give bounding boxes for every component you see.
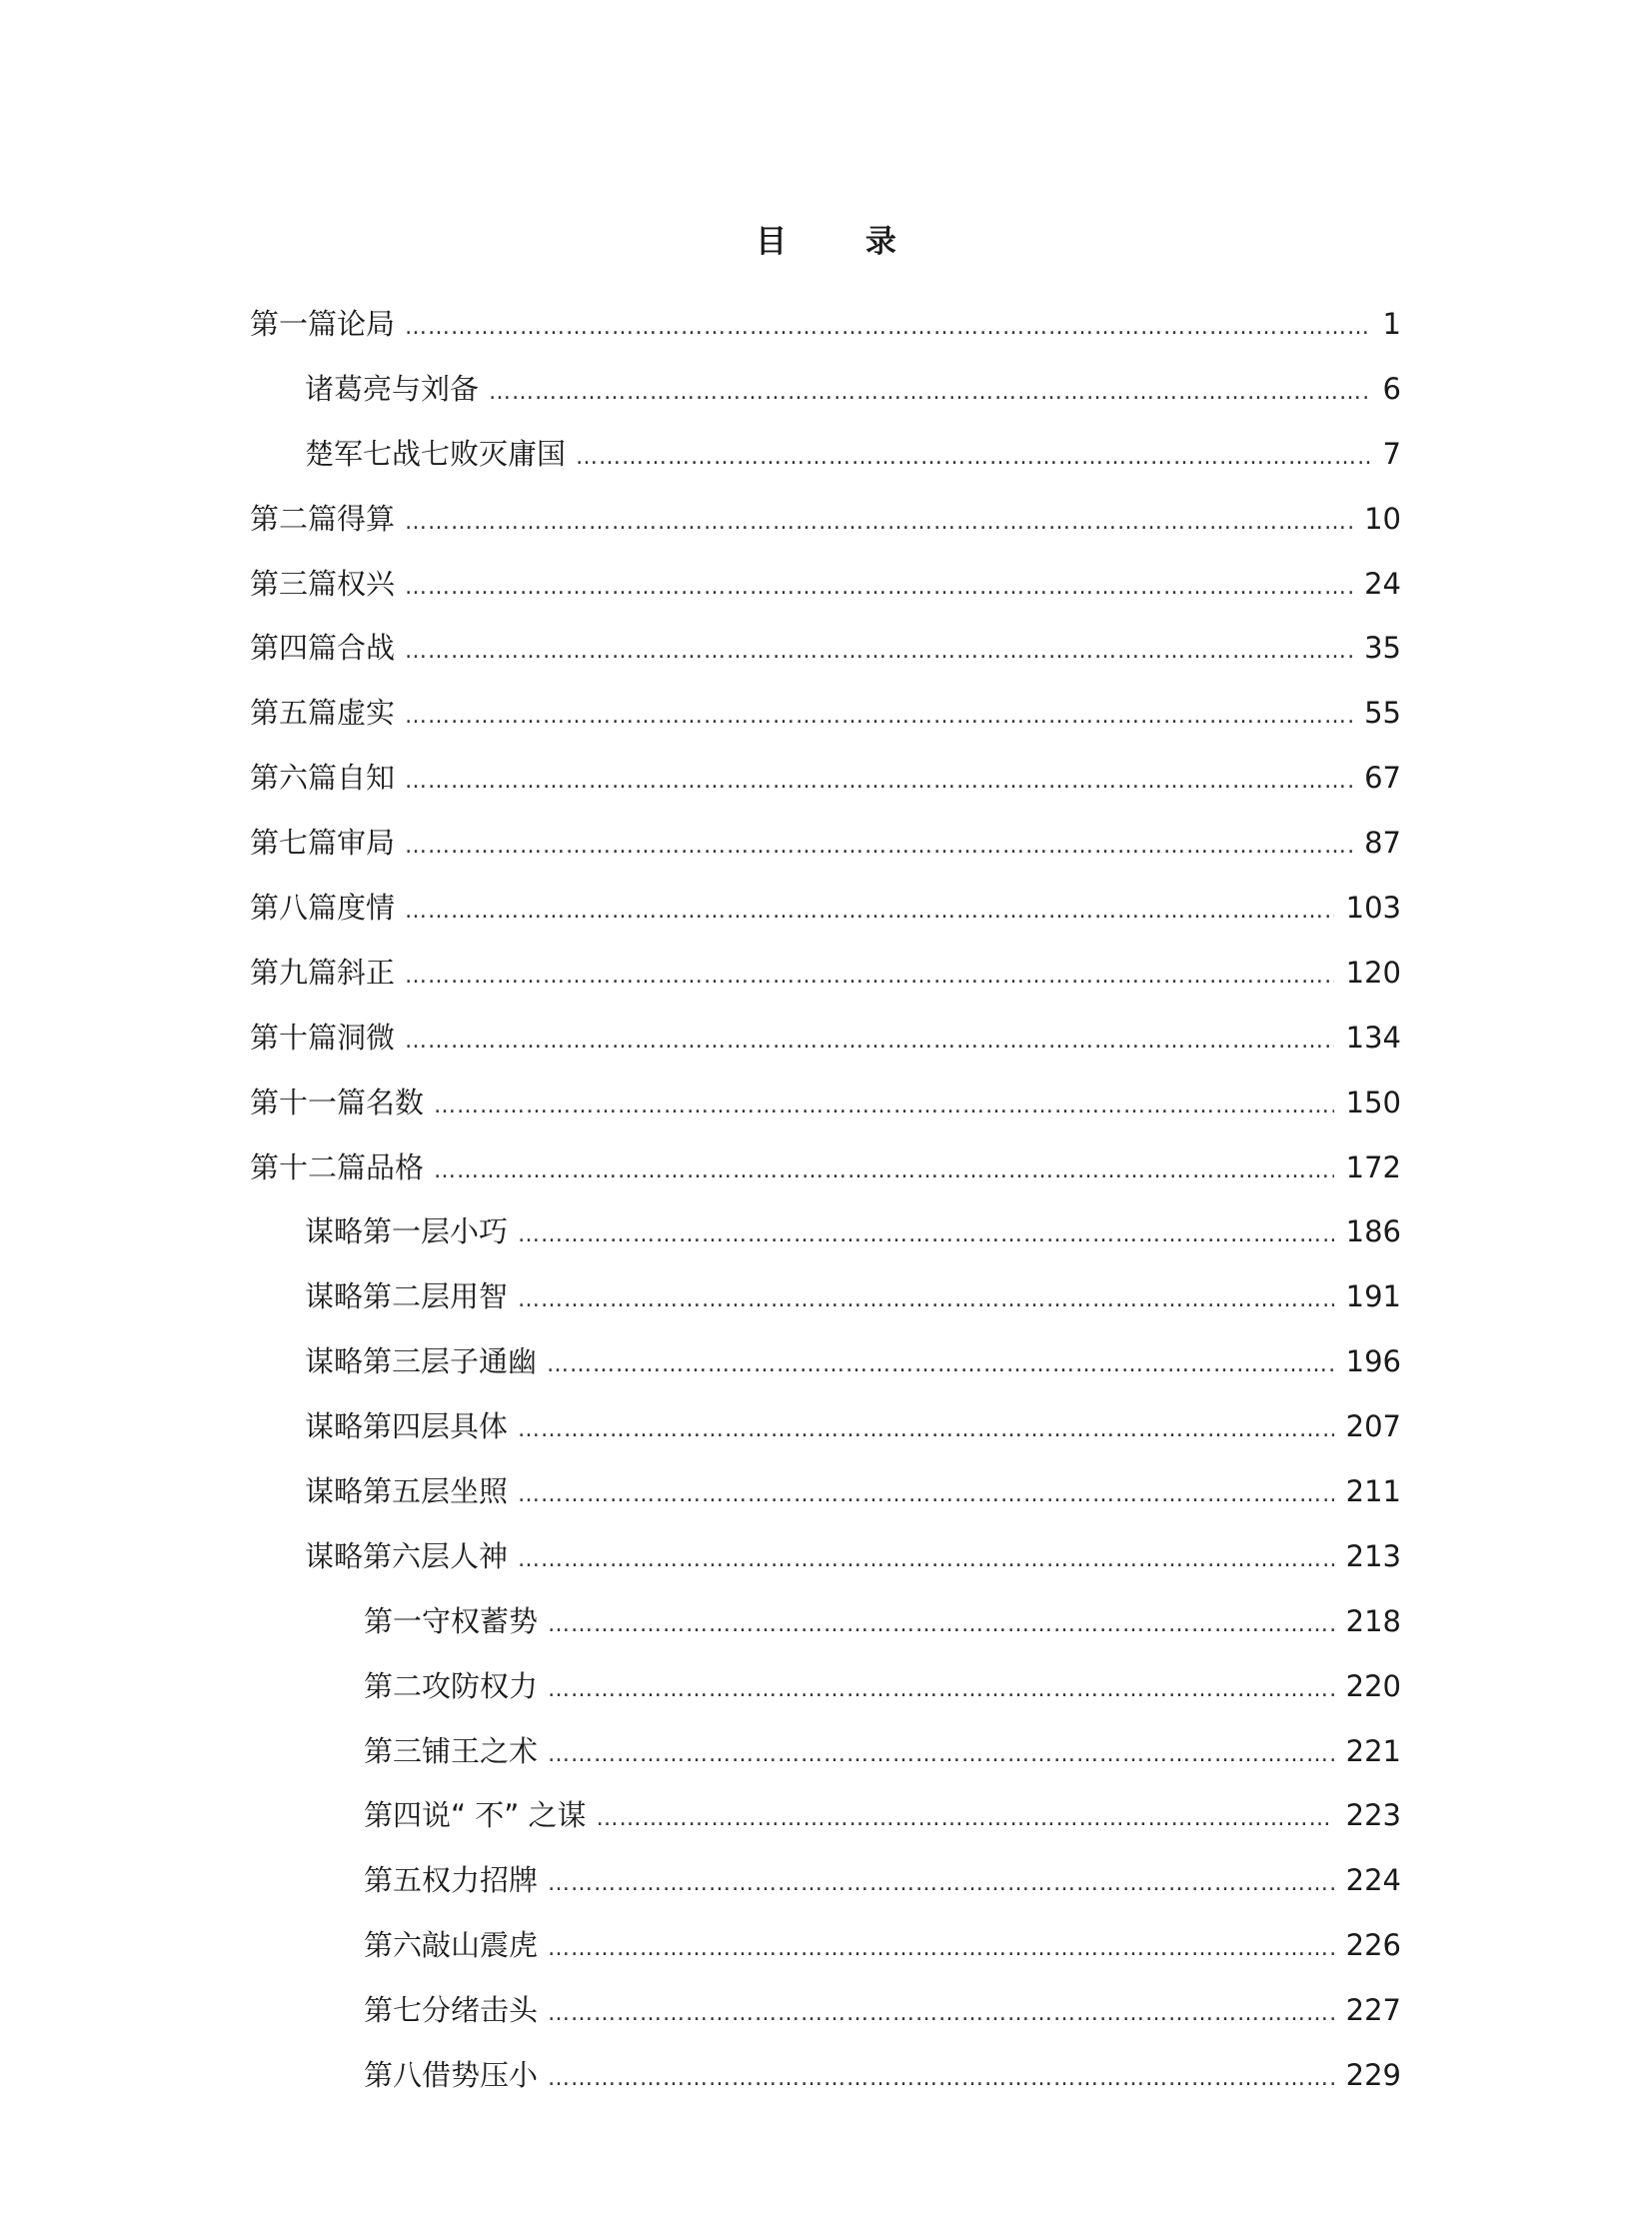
toc-entry[interactable] [0, 1141, 1652, 1206]
toc-entry-title: 谋略第五层坐照 [305, 1474, 509, 1509]
toc-entry[interactable] [0, 1854, 1652, 1919]
toc-entry-page-number: 220 [1345, 1668, 1401, 1703]
toc-entry-title: 第四说“ 不” 之谋 [364, 1798, 587, 1833]
toc-entry-title: 第三铺王之术 [364, 1733, 539, 1768]
toc-entry[interactable] [0, 1012, 1652, 1077]
dot-leader [548, 2059, 1334, 2099]
toc-entry[interactable] [0, 752, 1652, 817]
toc-entry[interactable] [0, 1335, 1652, 1400]
toc-entry-page-number: 186 [1345, 1214, 1401, 1249]
dot-leader [405, 568, 1352, 608]
toc-entry-title: 第一守权蓄势 [364, 1603, 539, 1638]
toc-entry[interactable] [0, 1465, 1652, 1530]
toc-entry[interactable] [0, 558, 1652, 623]
dot-leader [489, 373, 1371, 413]
toc-entry-title: 第七分绪击头 [364, 1993, 539, 2028]
toc-entry-page-number: 226 [1345, 1928, 1401, 1963]
dot-leader [405, 762, 1352, 802]
toc-entry-title: 楚军七战七败灭庸国 [305, 436, 567, 471]
toc-entry[interactable] [0, 1984, 1652, 2049]
toc-entry[interactable] [0, 882, 1652, 947]
toc-entry-title: 第五篇虚实 [250, 696, 396, 731]
dot-leader [548, 1864, 1334, 1904]
dot-leader [548, 1994, 1334, 2034]
toc-entry[interactable] [0, 428, 1652, 493]
toc-entry[interactable] [0, 1919, 1652, 1984]
toc-entry[interactable] [0, 363, 1652, 428]
toc-entry-title: 谋略第四层具体 [305, 1409, 509, 1444]
dot-leader [405, 503, 1352, 543]
toc-entry[interactable] [0, 1205, 1652, 1270]
toc-entry[interactable] [0, 687, 1652, 752]
toc-entry-page-number: 150 [1345, 1085, 1401, 1119]
toc-entry-page-number: 223 [1345, 1798, 1401, 1833]
toc-entry-page-number: 211 [1345, 1474, 1401, 1509]
toc-entry-page-number: 196 [1345, 1344, 1401, 1379]
dot-leader [547, 1345, 1334, 1385]
toc-entry-page-number: 224 [1345, 1863, 1401, 1898]
toc-entry-title: 诸葛亮与刘备 [305, 371, 480, 406]
toc-entry[interactable] [0, 1077, 1652, 1141]
dot-leader [518, 1215, 1334, 1255]
toc-entry[interactable] [0, 817, 1652, 882]
toc-entry-title: 第六敲山震虎 [364, 1928, 539, 1963]
toc-entry-page-number: 35 [1364, 631, 1401, 666]
toc-list [0, 298, 1652, 2114]
dot-leader [576, 438, 1371, 478]
toc-entry-title: 第八篇度情 [250, 891, 396, 926]
toc-entry[interactable] [0, 1789, 1652, 1854]
dot-leader [405, 1022, 1334, 1062]
toc-entry-title: 第四篇合战 [250, 631, 396, 666]
toc-entry-title: 谋略第一层小巧 [305, 1214, 509, 1249]
toc-entry[interactable] [0, 1660, 1652, 1725]
toc-entry-title: 第三篇权兴 [250, 566, 396, 601]
dot-leader [548, 1929, 1334, 1969]
dot-leader [405, 827, 1352, 867]
toc-entry[interactable] [0, 1530, 1652, 1595]
toc-entry[interactable] [0, 1595, 1652, 1660]
toc-entry-page-number: 7 [1382, 436, 1401, 471]
toc-entry-title: 谋略第三层子通幽 [305, 1344, 538, 1379]
toc-entry-title: 谋略第二层用智 [305, 1279, 509, 1314]
toc-entry-title: 第七篇审局 [250, 826, 396, 861]
toc-entry-title: 第一篇论局 [250, 307, 396, 341]
dot-leader [548, 1670, 1334, 1710]
toc-entry-page-number: 213 [1345, 1538, 1401, 1573]
dot-leader [518, 1410, 1334, 1450]
dot-leader [518, 1280, 1334, 1320]
toc-entry[interactable] [0, 1400, 1652, 1465]
toc-entry[interactable] [0, 493, 1652, 558]
toc-entry-page-number: 172 [1345, 1149, 1401, 1184]
toc-entry[interactable] [0, 947, 1652, 1012]
toc-entry[interactable] [0, 1725, 1652, 1790]
toc-entry-page-number: 218 [1345, 1603, 1401, 1638]
toc-entry-title: 第八借势压小 [364, 2058, 539, 2093]
dot-leader [405, 697, 1352, 737]
toc-entry-page-number: 87 [1364, 826, 1401, 861]
toc-entry-page-number: 120 [1345, 955, 1401, 990]
toc-entry-page-number: 103 [1345, 891, 1401, 926]
dot-leader [405, 632, 1352, 672]
dot-leader [405, 308, 1371, 348]
toc-entry-page-number: 134 [1345, 1020, 1401, 1055]
toc-entry-page-number: 6 [1382, 371, 1401, 406]
toc-entry-title: 谋略第六层人神 [305, 1538, 509, 1573]
toc-entry-title: 第十一篇名数 [250, 1085, 425, 1119]
toc-entry[interactable] [0, 622, 1652, 687]
toc-entry-page-number: 1 [1382, 307, 1401, 341]
toc-entry-title: 第十篇洞微 [250, 1020, 396, 1055]
dot-leader [548, 1605, 1334, 1645]
toc-entry[interactable] [0, 1270, 1652, 1335]
dot-leader [405, 957, 1334, 997]
toc-entry-page-number: 24 [1364, 566, 1401, 601]
toc-entry-title: 第二攻防权力 [364, 1668, 539, 1703]
toc-entry-title: 第二篇得算 [250, 501, 396, 536]
toc-entry-page-number: 10 [1364, 501, 1401, 536]
toc-entry-title: 第六篇自知 [250, 761, 396, 796]
toc-entry-page-number: 229 [1345, 2058, 1401, 2093]
toc-entry-title: 第十二篇品格 [250, 1149, 425, 1184]
dot-leader [548, 1735, 1334, 1775]
dot-leader [518, 1475, 1334, 1515]
toc-entry[interactable] [0, 298, 1652, 363]
toc-entry-page-number: 227 [1345, 1993, 1401, 2028]
dot-leader [405, 892, 1334, 932]
toc-title: 目 录 [756, 224, 930, 260]
toc-entry-page-number: 55 [1364, 696, 1401, 731]
toc-entry-page-number: 67 [1364, 761, 1401, 796]
dot-leader [434, 1151, 1334, 1191]
toc-entry[interactable] [0, 2049, 1652, 2114]
toc-entry-title: 第九篇斜正 [250, 955, 396, 990]
toc-entry-page-number: 191 [1345, 1279, 1401, 1314]
dot-leader [434, 1087, 1334, 1126]
dot-leader [597, 1799, 1334, 1839]
toc-entry-title: 第五权力招牌 [364, 1863, 539, 1898]
toc-entry-page-number: 221 [1345, 1733, 1401, 1768]
dot-leader [518, 1540, 1334, 1580]
toc-entry-page-number: 207 [1345, 1409, 1401, 1444]
